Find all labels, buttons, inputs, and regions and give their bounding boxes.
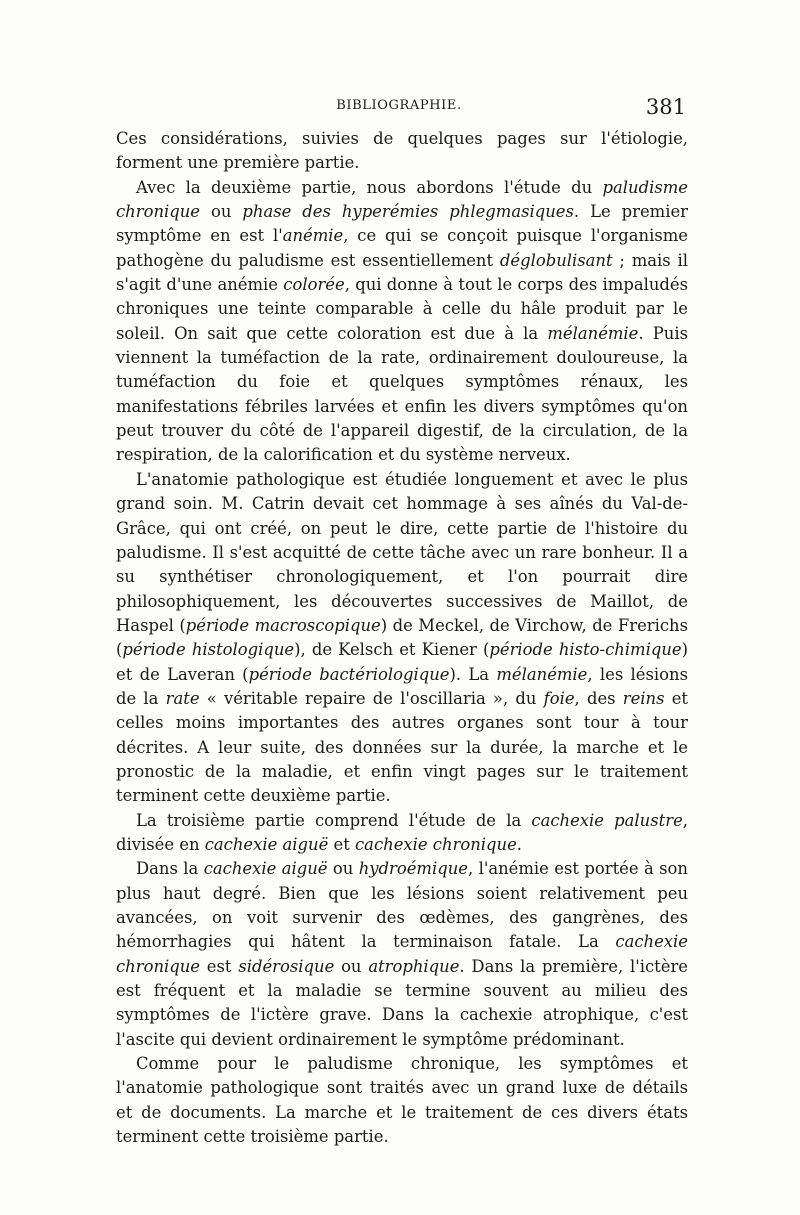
italic-term: mélanémie bbox=[496, 664, 588, 684]
italic-term: période macroscopique bbox=[185, 615, 381, 635]
running-head bbox=[112, 95, 686, 119]
paragraph bbox=[116, 176, 688, 468]
italic-term: période histo-chimique bbox=[489, 640, 682, 660]
paragraph bbox=[116, 809, 688, 858]
text-run: et celles moins importantes des autres organes sont tour à tour décrites. A leur suite, des données sur la durée, la marche et le pronostic de la maladie, et enfin vingt pages sur le traitement terminent cette deuxième partie. bbox=[116, 688, 689, 806]
italic-term: cachexie aiguë bbox=[204, 834, 329, 854]
text-run: ; mais il s'agit d'une anémie bbox=[116, 250, 688, 295]
text-run: ) et de Laveran ( bbox=[116, 640, 688, 684]
text-run: ). La bbox=[449, 664, 497, 684]
text-run: « véritable repaire de l'oscillaria », du bbox=[199, 688, 544, 708]
italic-term: déglobulisant bbox=[499, 250, 613, 270]
text-run: est bbox=[200, 956, 239, 976]
italic-term: cachexie aiguë bbox=[203, 859, 328, 879]
text-run: , des bbox=[574, 688, 623, 708]
italic-term: atrophique bbox=[368, 956, 460, 976]
text-run: L'anatomie pathologique est étudiée longuement et avec le plus grand soin. M. Catrin devait cet hommage à ses aînés du Val-de-Grâce, qui ont créé, on peut le dire, cette partie de l'histoire du paludisme. Il s'est acquitté de cette tâche avec un rare bonheur. Il a su synthétiser chronologiquement, et l'on pourrait dire philosophiquement, les découvertes successives de Maillot, de Haspel ( bbox=[116, 469, 688, 635]
text-run: , les lésions de la bbox=[116, 664, 688, 708]
page-number: 381 bbox=[645, 95, 686, 119]
paragraph bbox=[116, 127, 688, 176]
running-title: BIBLIOGRAPHIE. bbox=[336, 98, 462, 113]
text-run: La troisième partie comprend l'étude de la bbox=[136, 810, 532, 830]
italic-term: paludisme chronique bbox=[116, 177, 688, 222]
text-run: Comme pour le paludisme chronique, les symptômes et l'anatomie pathologique sont traités avec un grand luxe de détails et de documents. La marche et le traitement de ces divers états terminent cette troisième partie. bbox=[116, 1054, 688, 1147]
text-run: Dans la bbox=[136, 859, 204, 879]
italic-term: période histologique bbox=[122, 640, 295, 660]
italic-term: sidérosique bbox=[238, 956, 335, 976]
text-run: ou bbox=[327, 859, 359, 879]
paragraph bbox=[116, 1052, 688, 1149]
italic-term: hydroémique bbox=[358, 859, 468, 879]
text-run: et bbox=[328, 834, 355, 854]
italic-term: période bactériologique bbox=[248, 664, 450, 684]
body-text bbox=[116, 127, 688, 1149]
italic-term: cachexie chronique bbox=[355, 834, 517, 854]
italic-term: reins bbox=[622, 688, 665, 708]
text-run: ou bbox=[200, 202, 243, 222]
italic-term: phase des hyperémies phlegmasiques bbox=[242, 202, 574, 222]
text-run: . Dans la première, l'ictère est fréquent et la maladie se termine souvent au milieu des symptômes de l'ictère grave. Dans la cachexie atrophique, c'est l'ascite qui devient ordinairement le symptôme prédominant. bbox=[116, 956, 688, 1049]
text-run: , divisée en bbox=[116, 810, 688, 854]
text-run: . bbox=[516, 834, 522, 854]
text-run: ou bbox=[334, 956, 369, 976]
italic-term: rate bbox=[165, 688, 200, 708]
text-run: ) de Meckel, de Virchow, de Frerichs ( bbox=[116, 615, 688, 660]
text-run: , ce qui se conçoit puisque l'organisme pathogène du paludisme est essentiellement bbox=[116, 226, 688, 270]
text-run: , qui donne à tout le corps des impaludés chroniques une teinte comparable à celle du hâle produit par le soleil. On sait que cette coloration est due à la bbox=[116, 275, 689, 343]
italic-term: foie bbox=[543, 688, 575, 708]
text-run: Avec la deuxième partie, nous abordons l'étude du bbox=[136, 177, 603, 197]
text-run: ), de Kelsch et Kiener ( bbox=[294, 640, 490, 660]
paragraph bbox=[116, 857, 688, 1052]
italic-term: anémie bbox=[282, 226, 344, 246]
italic-term: mélanémie bbox=[547, 323, 639, 343]
text-run: Ces considérations, suivies de quelques pages sur l'étiologie, forment une première partie. bbox=[116, 129, 688, 173]
text-run: . Puis viennent la tuméfaction de la rate, ordinairement douloureuse, la tuméfaction du foie et quelques symptômes rénaux, les manifestations fébriles larvées et enfin les divers symptômes qu'on peut trouver du côté de l'appareil digestif, de la circulation, de la respiration, de la calorification et du système nerveux. bbox=[116, 323, 688, 465]
paragraph bbox=[116, 468, 688, 809]
italic-term: cachexie chronique bbox=[116, 932, 688, 976]
text-run: , l'anémie est portée à son plus haut degré. Bien que les lésions soient relativement peu avancées, on voit survenir des œdèmes, des gangrènes, des hémorrhagies qui hâtent la terminaison fatale. La bbox=[116, 859, 688, 952]
italic-term: cachexie palustre bbox=[531, 810, 683, 830]
italic-term: colorée bbox=[283, 275, 345, 295]
text-run: . Le premier symptôme en est l' bbox=[116, 202, 688, 246]
